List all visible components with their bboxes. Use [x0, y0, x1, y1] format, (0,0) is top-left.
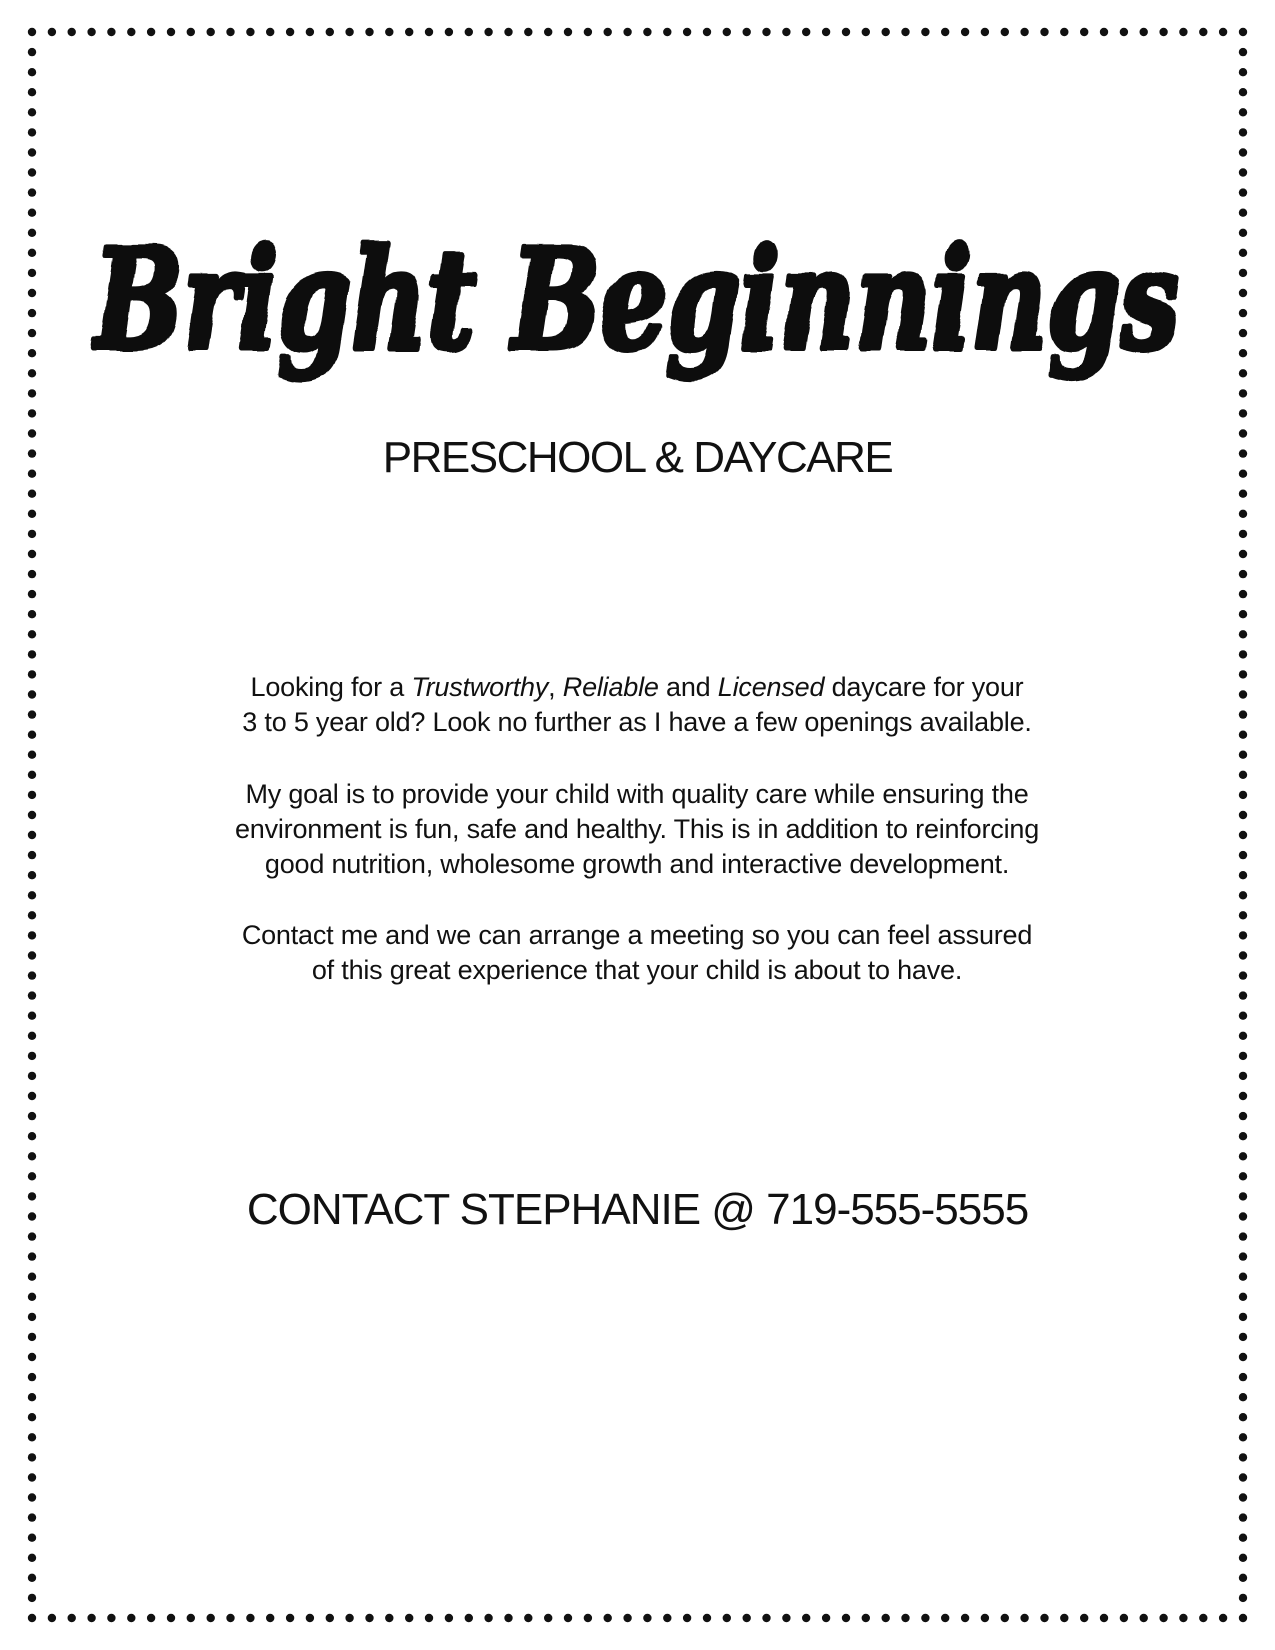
border-dot	[1239, 871, 1247, 879]
border-dot	[28, 1052, 36, 1060]
border-dot	[1239, 530, 1247, 538]
border-dot	[921, 1614, 929, 1622]
border-dot	[1239, 610, 1247, 618]
border-dot	[604, 28, 612, 36]
border-dot	[28, 690, 36, 698]
border-dot	[1001, 28, 1009, 36]
border-dot	[1239, 650, 1247, 658]
border-dot	[822, 28, 830, 36]
border-dot	[68, 1614, 76, 1622]
border-dot	[28, 670, 36, 678]
border-dot	[28, 610, 36, 618]
border-dot	[504, 1614, 512, 1622]
border-dot	[465, 28, 473, 36]
border-dot	[901, 28, 909, 36]
border-dot	[1020, 1614, 1028, 1622]
intro-paragraph	[137, 670, 1137, 740]
border-dot	[1239, 1012, 1247, 1020]
border-dot	[28, 751, 36, 759]
border-dot	[147, 28, 155, 36]
border-dot	[1179, 28, 1187, 36]
emphasis-licensed: Licensed	[717, 672, 825, 702]
border-dot	[28, 108, 36, 116]
border-dot	[703, 1614, 711, 1622]
closing-paragraph	[137, 918, 1137, 988]
border-dot	[1239, 710, 1247, 718]
border-dot	[1120, 1614, 1128, 1622]
closing-line-2: of this great experience that your child is about to have.	[311, 955, 963, 985]
border-dot	[425, 1614, 433, 1622]
border-dot	[1179, 1614, 1187, 1622]
border-dot	[1001, 1614, 1009, 1622]
border-dot	[1239, 1493, 1247, 1501]
border-dot	[484, 28, 492, 36]
border-dot	[1239, 148, 1247, 156]
border-dot	[28, 1554, 36, 1562]
border-dot	[48, 28, 56, 36]
border-dot	[1239, 791, 1247, 799]
intro-line-1	[137, 670, 1137, 705]
border-dot	[28, 128, 36, 136]
border-dot	[1239, 48, 1247, 56]
border-dot	[1239, 911, 1247, 919]
border-dot	[524, 28, 532, 36]
border-dot	[782, 1614, 790, 1622]
border-dot	[445, 1614, 453, 1622]
border-dot	[1239, 931, 1247, 939]
border-dot	[604, 1614, 612, 1622]
border-dot	[1159, 28, 1167, 36]
border-dot	[28, 630, 36, 638]
border-dot	[28, 1574, 36, 1582]
border-dot	[28, 791, 36, 799]
border-dot	[723, 28, 731, 36]
border-dot	[28, 1252, 36, 1260]
border-dot	[1239, 68, 1247, 76]
border-dot	[28, 1032, 36, 1040]
subtitle: PRESCHOOL & DAYCARE	[382, 433, 893, 482]
border-dot	[762, 1614, 770, 1622]
border-dot	[921, 28, 929, 36]
border-dot	[28, 1333, 36, 1341]
intro-separator-2: and	[658, 672, 718, 702]
border-dot	[1239, 1132, 1247, 1140]
border-dot	[1239, 168, 1247, 176]
border-dot	[286, 1614, 294, 1622]
border-dot	[28, 811, 36, 819]
border-dot	[1239, 751, 1247, 759]
border-dot	[1239, 670, 1247, 678]
border-dot	[385, 1614, 393, 1622]
border-dot	[1239, 771, 1247, 779]
border-dot	[1239, 1172, 1247, 1180]
border-dot	[1120, 28, 1128, 36]
border-dot	[822, 1614, 830, 1622]
border-dot	[365, 1614, 373, 1622]
border-dot	[28, 1232, 36, 1240]
intro-tail: daycare for your	[824, 672, 1024, 702]
border-dot	[663, 1614, 671, 1622]
goal-line-3: good nutrition, wholesome growth and interactive development.	[264, 849, 1010, 879]
border-dot	[445, 28, 453, 36]
border-dot	[1239, 1252, 1247, 1260]
border-dot	[28, 209, 36, 217]
border-dot	[743, 28, 751, 36]
border-dot	[28, 28, 36, 36]
border-dot	[1199, 28, 1207, 36]
border-dot	[87, 1614, 95, 1622]
goal-line-2: environment is fun, safe and healthy. This is in addition to reinforcing	[234, 814, 1040, 844]
border-dot	[1239, 1072, 1247, 1080]
goal-line-1: My goal is to provide your child with quality care while ensuring the	[245, 779, 1029, 809]
border-dot	[981, 28, 989, 36]
border-dot	[345, 1614, 353, 1622]
border-dot	[326, 1614, 334, 1622]
border-dot	[1239, 951, 1247, 959]
border-dot	[762, 28, 770, 36]
border-dot	[28, 871, 36, 879]
border-dot	[1080, 28, 1088, 36]
border-dot	[28, 851, 36, 859]
border-dot	[961, 28, 969, 36]
border-dot	[842, 1614, 850, 1622]
border-dot	[1239, 88, 1247, 96]
border-dot	[1239, 108, 1247, 116]
border-dot	[1239, 550, 1247, 558]
border-dot	[28, 1172, 36, 1180]
title-text: Bright Beginnings	[91, 218, 1180, 381]
border-dot	[1239, 1433, 1247, 1441]
border-dot	[167, 1614, 175, 1622]
border-dot	[28, 831, 36, 839]
border-dot	[1219, 28, 1227, 36]
emphasis-reliable: Reliable	[562, 672, 659, 702]
border-dot	[28, 530, 36, 538]
border-dot	[28, 1293, 36, 1301]
border-dot	[1239, 1473, 1247, 1481]
border-dot	[584, 28, 592, 36]
border-dot	[28, 1112, 36, 1120]
border-dot	[504, 28, 512, 36]
border-dot	[28, 188, 36, 196]
border-dot	[1239, 510, 1247, 518]
flyer-title	[0, 218, 1275, 418]
border-dot	[28, 1373, 36, 1381]
border-dot	[127, 1614, 135, 1622]
border-dot	[28, 1513, 36, 1521]
border-dot	[87, 28, 95, 36]
border-dot	[207, 28, 215, 36]
border-dot	[882, 1614, 890, 1622]
border-dot	[1239, 1413, 1247, 1421]
border-dot	[643, 28, 651, 36]
border-dot	[1239, 991, 1247, 999]
border-dot	[941, 1614, 949, 1622]
border-dot	[326, 28, 334, 36]
border-dot	[28, 1353, 36, 1361]
border-dot	[1239, 690, 1247, 698]
border-dot	[782, 28, 790, 36]
border-dot	[1239, 1032, 1247, 1040]
border-dot	[1239, 1554, 1247, 1562]
border-dot	[564, 28, 572, 36]
border-dot	[1040, 28, 1048, 36]
border-dot	[1159, 1614, 1167, 1622]
intro-separator-1: ,	[548, 672, 563, 702]
border-dot	[1239, 1534, 1247, 1542]
border-dot	[1239, 209, 1247, 217]
border-dot	[28, 1393, 36, 1401]
border-dot	[703, 28, 711, 36]
border-dot	[643, 1614, 651, 1622]
border-dot	[1239, 1453, 1247, 1461]
border-dot	[246, 28, 254, 36]
border-dot	[623, 28, 631, 36]
border-dot	[28, 590, 36, 598]
border-dot	[28, 510, 36, 518]
border-dot	[405, 1614, 413, 1622]
border-dot	[1060, 1614, 1068, 1622]
border-dot	[28, 971, 36, 979]
border-dot	[107, 28, 115, 36]
border-dot	[901, 1614, 909, 1622]
border-dot	[246, 1614, 254, 1622]
border-dot	[544, 28, 552, 36]
intro-line-2: 3 to 5 year old? Look no further as I have a few openings available.	[242, 707, 1032, 737]
border-dot	[1239, 1373, 1247, 1381]
border-dot	[28, 650, 36, 658]
border-dot	[683, 28, 691, 36]
border-dot	[1239, 1594, 1247, 1602]
border-dot	[28, 1072, 36, 1080]
border-dot	[28, 1614, 36, 1622]
intro-lead: Looking for a	[250, 672, 412, 702]
border-dot	[882, 28, 890, 36]
border-dot	[1239, 1273, 1247, 1281]
border-dot	[28, 991, 36, 999]
border-dot	[1239, 1112, 1247, 1120]
border-dot	[1060, 28, 1068, 36]
border-dot	[1219, 1614, 1227, 1622]
border-dot	[484, 1614, 492, 1622]
border-dot	[266, 1614, 274, 1622]
border-dot	[28, 1012, 36, 1020]
border-dot	[28, 68, 36, 76]
border-dot	[28, 570, 36, 578]
border-dot	[524, 1614, 532, 1622]
border-dot	[286, 28, 294, 36]
border-dot	[1239, 28, 1247, 36]
border-dot	[28, 731, 36, 739]
border-dot	[306, 1614, 314, 1622]
border-dot	[28, 148, 36, 156]
border-dot	[1239, 731, 1247, 739]
border-dot	[1020, 28, 1028, 36]
border-dot	[1239, 811, 1247, 819]
border-dot	[862, 1614, 870, 1622]
border-dot	[1239, 1313, 1247, 1321]
border-dot	[1140, 28, 1148, 36]
border-dot	[28, 1433, 36, 1441]
border-dot	[1239, 1513, 1247, 1521]
border-dot	[723, 1614, 731, 1622]
border-dot	[1239, 1333, 1247, 1341]
goal-paragraph	[137, 777, 1137, 882]
border-dot	[167, 28, 175, 36]
border-dot	[365, 28, 373, 36]
border-dot	[207, 1614, 215, 1622]
border-dot	[28, 1132, 36, 1140]
border-dot	[1239, 831, 1247, 839]
border-dot	[28, 1473, 36, 1481]
border-dot	[147, 1614, 155, 1622]
border-dot	[564, 1614, 572, 1622]
border-dot	[28, 951, 36, 959]
border-dot	[1239, 891, 1247, 899]
border-dot	[683, 1614, 691, 1622]
border-dot	[28, 1594, 36, 1602]
border-dot	[68, 28, 76, 36]
border-dot	[1239, 1092, 1247, 1100]
emphasis-trustworthy: Trustworthy	[411, 672, 549, 702]
border-dot	[961, 1614, 969, 1622]
border-dot	[226, 28, 234, 36]
border-dot	[187, 1614, 195, 1622]
border-dot	[941, 28, 949, 36]
border-dot	[802, 28, 810, 36]
border-dot	[1239, 1353, 1247, 1361]
border-dot	[862, 28, 870, 36]
border-dot	[1239, 570, 1247, 578]
border-dot	[28, 710, 36, 718]
closing-line-1: Contact me and we can arrange a meeting so you can feel assured	[241, 920, 1033, 950]
border-dot	[28, 88, 36, 96]
border-dot	[584, 1614, 592, 1622]
border-dot	[28, 1313, 36, 1321]
border-dot	[1239, 188, 1247, 196]
border-dot	[405, 28, 413, 36]
border-dot	[266, 28, 274, 36]
border-dot	[1239, 1614, 1247, 1622]
border-dot	[306, 28, 314, 36]
border-dot	[28, 1534, 36, 1542]
border-dot	[1239, 590, 1247, 598]
border-dot	[663, 28, 671, 36]
border-dot	[1140, 1614, 1148, 1622]
border-dot	[226, 1614, 234, 1622]
border-dot	[802, 1614, 810, 1622]
border-dot	[544, 1614, 552, 1622]
border-dot	[1239, 128, 1247, 136]
border-dot	[981, 1614, 989, 1622]
border-dot	[1239, 630, 1247, 638]
border-dot	[28, 48, 36, 56]
border-dot	[1100, 28, 1108, 36]
border-dot	[1239, 1052, 1247, 1060]
border-dot	[1239, 1574, 1247, 1582]
border-dot	[28, 1453, 36, 1461]
border-dot	[28, 911, 36, 919]
border-dot	[1239, 971, 1247, 979]
border-dot	[28, 1152, 36, 1160]
border-dot	[842, 28, 850, 36]
border-dot	[345, 28, 353, 36]
border-dot	[1239, 1393, 1247, 1401]
border-dot	[107, 1614, 115, 1622]
border-dot	[1239, 490, 1247, 498]
border-dot	[28, 931, 36, 939]
border-dot	[1080, 1614, 1088, 1622]
border-dot	[28, 1092, 36, 1100]
border-dot	[28, 490, 36, 498]
border-dot	[743, 1614, 751, 1622]
border-dot	[28, 771, 36, 779]
border-dot	[48, 1614, 56, 1622]
border-dot	[1239, 1232, 1247, 1240]
border-dot	[1040, 1614, 1048, 1622]
border-dot	[28, 1413, 36, 1421]
border-dot	[28, 168, 36, 176]
border-dot	[187, 28, 195, 36]
border-dot	[623, 1614, 631, 1622]
border-dot	[1239, 851, 1247, 859]
border-dot	[1199, 1614, 1207, 1622]
border-dot	[465, 1614, 473, 1622]
border-dot	[425, 28, 433, 36]
border-dot	[1239, 1152, 1247, 1160]
contact-line: CONTACT STEPHANIE @ 719-555-5555	[246, 1185, 1029, 1234]
border-dot	[28, 1273, 36, 1281]
border-dot	[28, 1493, 36, 1501]
border-dot	[127, 28, 135, 36]
title-lettering	[0, 218, 1275, 418]
border-dot	[1239, 1293, 1247, 1301]
border-dot	[385, 28, 393, 36]
border-dot	[1100, 1614, 1108, 1622]
border-dot	[28, 550, 36, 558]
border-dot	[28, 891, 36, 899]
